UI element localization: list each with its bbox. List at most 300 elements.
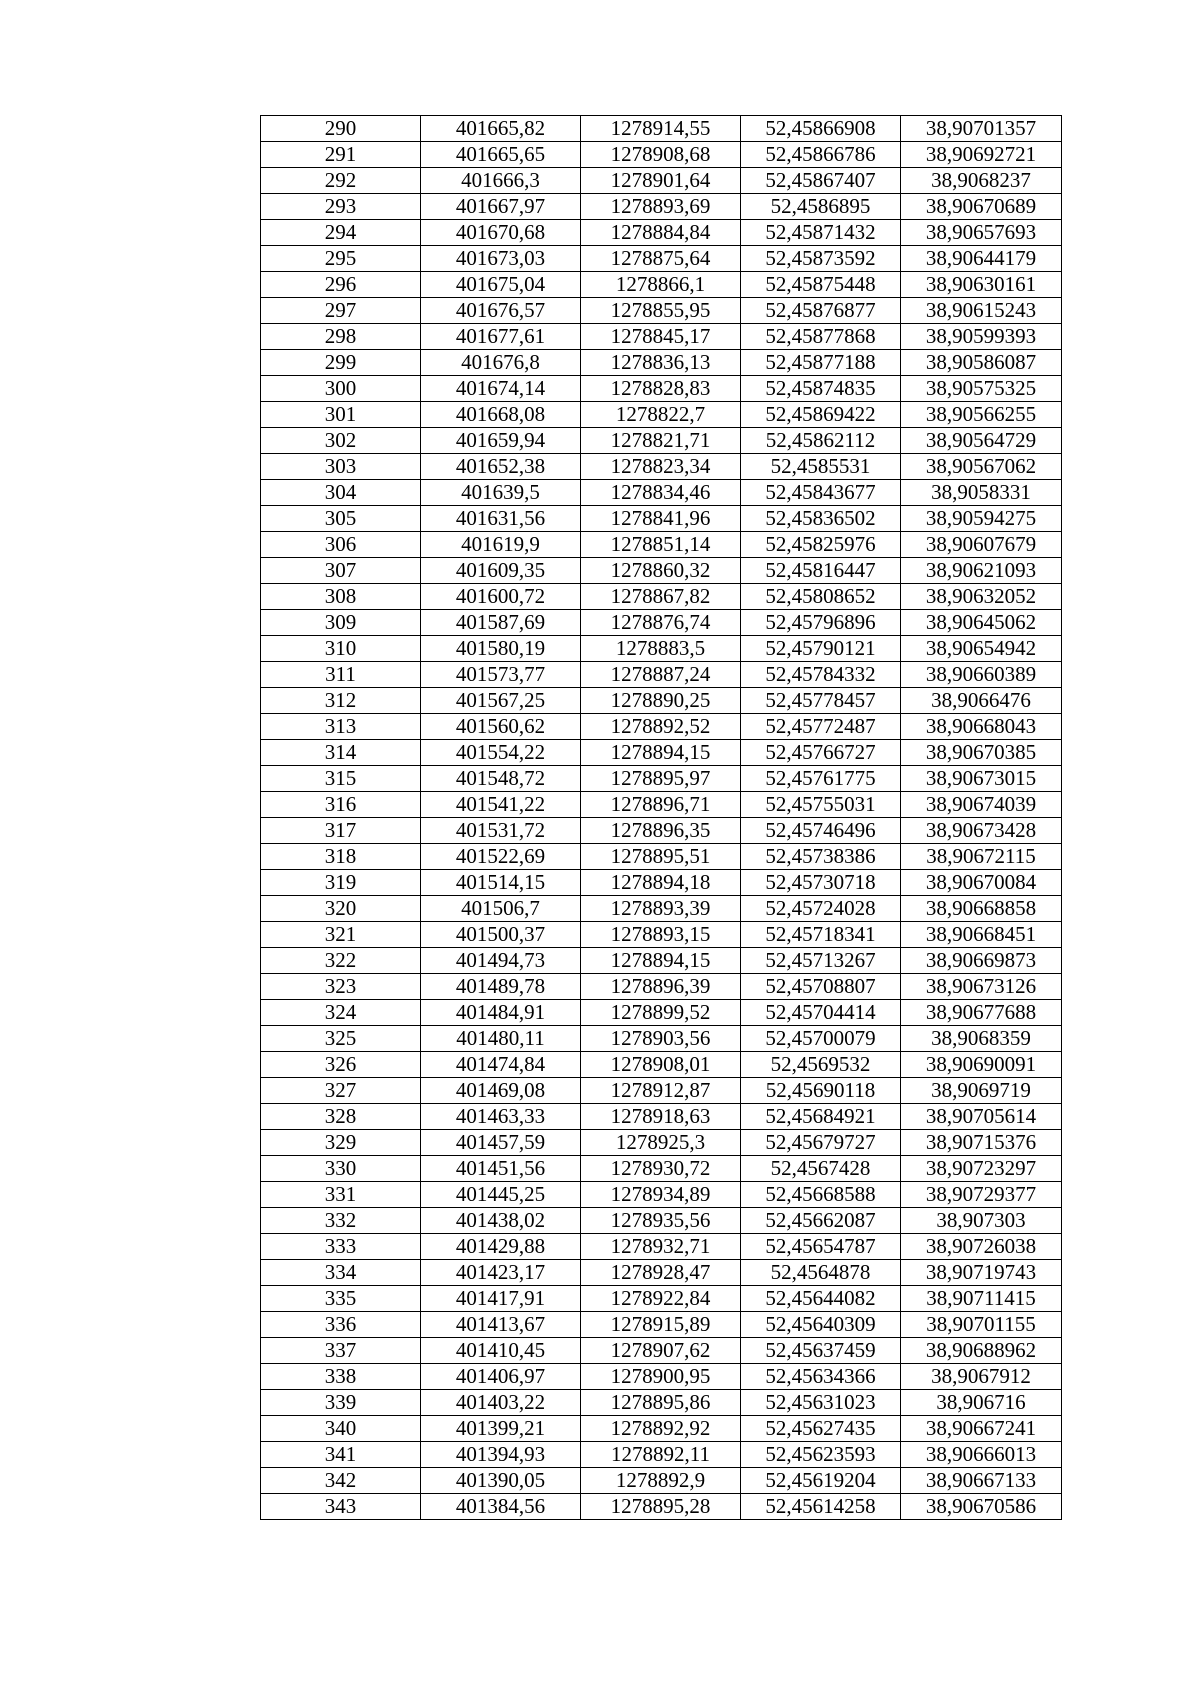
longitude-cell: 38,90688962: [901, 1338, 1062, 1364]
point-number-cell: 314: [261, 740, 421, 766]
latitude-cell: 52,45644082: [741, 1286, 901, 1312]
y-coordinate-cell: 1278884,84: [581, 220, 741, 246]
y-coordinate-cell: 1278892,9: [581, 1468, 741, 1494]
table-row: [261, 792, 1062, 818]
point-number-cell: 292: [261, 168, 421, 194]
longitude-cell: 38,90673015: [901, 766, 1062, 792]
table-row: [261, 1338, 1062, 1364]
longitude-cell: 38,90630161: [901, 272, 1062, 298]
point-number-cell: 324: [261, 1000, 421, 1026]
x-coordinate-cell: 401438,02: [421, 1208, 581, 1234]
latitude-cell: 52,45862112: [741, 428, 901, 454]
point-number-cell: 332: [261, 1208, 421, 1234]
x-coordinate-cell: 401413,67: [421, 1312, 581, 1338]
point-number-cell: 336: [261, 1312, 421, 1338]
latitude-cell: 52,45631023: [741, 1390, 901, 1416]
y-coordinate-cell: 1278914,55: [581, 116, 741, 142]
table-row: [261, 1208, 1062, 1234]
point-number-cell: 343: [261, 1494, 421, 1520]
latitude-cell: 52,45843677: [741, 480, 901, 506]
point-number-cell: 340: [261, 1416, 421, 1442]
latitude-cell: 52,45679727: [741, 1130, 901, 1156]
latitude-cell: 52,4585531: [741, 454, 901, 480]
table-row: [261, 1052, 1062, 1078]
longitude-cell: 38,90701155: [901, 1312, 1062, 1338]
table-row: [261, 1156, 1062, 1182]
longitude-cell: 38,90607679: [901, 532, 1062, 558]
longitude-cell: 38,9068359: [901, 1026, 1062, 1052]
longitude-cell: 38,90673126: [901, 974, 1062, 1000]
y-coordinate-cell: 1278841,96: [581, 506, 741, 532]
y-coordinate-cell: 1278845,17: [581, 324, 741, 350]
point-number-cell: 303: [261, 454, 421, 480]
point-number-cell: 326: [261, 1052, 421, 1078]
point-number-cell: 317: [261, 818, 421, 844]
longitude-cell: 38,90668043: [901, 714, 1062, 740]
y-coordinate-cell: 1278822,7: [581, 402, 741, 428]
table-row: [261, 350, 1062, 376]
table-row: [261, 948, 1062, 974]
y-coordinate-cell: 1278934,89: [581, 1182, 741, 1208]
table-row: [261, 480, 1062, 506]
y-coordinate-cell: 1278892,11: [581, 1442, 741, 1468]
x-coordinate-cell: 401500,37: [421, 922, 581, 948]
longitude-cell: 38,90719743: [901, 1260, 1062, 1286]
longitude-cell: 38,90668451: [901, 922, 1062, 948]
y-coordinate-cell: 1278896,39: [581, 974, 741, 1000]
latitude-cell: 52,45662087: [741, 1208, 901, 1234]
x-coordinate-cell: 401494,73: [421, 948, 581, 974]
longitude-cell: 38,90567062: [901, 454, 1062, 480]
x-coordinate-cell: 401451,56: [421, 1156, 581, 1182]
x-coordinate-cell: 401631,56: [421, 506, 581, 532]
point-number-cell: 310: [261, 636, 421, 662]
table-row: [261, 1286, 1062, 1312]
longitude-cell: 38,90726038: [901, 1234, 1062, 1260]
x-coordinate-cell: 401674,14: [421, 376, 581, 402]
table-row: [261, 532, 1062, 558]
y-coordinate-cell: 1278895,51: [581, 844, 741, 870]
latitude-cell: 52,45713267: [741, 948, 901, 974]
y-coordinate-cell: 1278896,71: [581, 792, 741, 818]
point-number-cell: 339: [261, 1390, 421, 1416]
point-number-cell: 306: [261, 532, 421, 558]
longitude-cell: 38,90657693: [901, 220, 1062, 246]
longitude-cell: 38,90564729: [901, 428, 1062, 454]
x-coordinate-cell: 401666,3: [421, 168, 581, 194]
y-coordinate-cell: 1278925,3: [581, 1130, 741, 1156]
latitude-cell: 52,45690118: [741, 1078, 901, 1104]
x-coordinate-cell: 401399,21: [421, 1416, 581, 1442]
x-coordinate-cell: 401639,5: [421, 480, 581, 506]
longitude-cell: 38,90644179: [901, 246, 1062, 272]
latitude-cell: 52,45877868: [741, 324, 901, 350]
table-row: [261, 1390, 1062, 1416]
x-coordinate-cell: 401659,94: [421, 428, 581, 454]
table-row: [261, 402, 1062, 428]
x-coordinate-cell: 401667,97: [421, 194, 581, 220]
y-coordinate-cell: 1278867,82: [581, 584, 741, 610]
longitude-cell: 38,907303: [901, 1208, 1062, 1234]
y-coordinate-cell: 1278836,13: [581, 350, 741, 376]
longitude-cell: 38,90621093: [901, 558, 1062, 584]
latitude-cell: 52,45668588: [741, 1182, 901, 1208]
x-coordinate-cell: 401474,84: [421, 1052, 581, 1078]
point-number-cell: 294: [261, 220, 421, 246]
longitude-cell: 38,90667241: [901, 1416, 1062, 1442]
y-coordinate-cell: 1278828,83: [581, 376, 741, 402]
point-number-cell: 301: [261, 402, 421, 428]
x-coordinate-cell: 401394,93: [421, 1442, 581, 1468]
x-coordinate-cell: 401403,22: [421, 1390, 581, 1416]
x-coordinate-cell: 401619,9: [421, 532, 581, 558]
x-coordinate-cell: 401429,88: [421, 1234, 581, 1260]
point-number-cell: 293: [261, 194, 421, 220]
table-row: [261, 194, 1062, 220]
table-row: [261, 1494, 1062, 1520]
x-coordinate-cell: 401417,91: [421, 1286, 581, 1312]
table-row: [261, 1182, 1062, 1208]
latitude-cell: 52,45755031: [741, 792, 901, 818]
y-coordinate-cell: 1278907,62: [581, 1338, 741, 1364]
point-number-cell: 312: [261, 688, 421, 714]
x-coordinate-cell: 401390,05: [421, 1468, 581, 1494]
x-coordinate-cell: 401673,03: [421, 246, 581, 272]
latitude-cell: 52,45871432: [741, 220, 901, 246]
x-coordinate-cell: 401676,8: [421, 350, 581, 376]
table-row: [261, 116, 1062, 142]
table-row: [261, 818, 1062, 844]
y-coordinate-cell: 1278894,15: [581, 948, 741, 974]
longitude-cell: 38,90705614: [901, 1104, 1062, 1130]
longitude-cell: 38,90669873: [901, 948, 1062, 974]
longitude-cell: 38,90586087: [901, 350, 1062, 376]
y-coordinate-cell: 1278875,64: [581, 246, 741, 272]
x-coordinate-cell: 401665,65: [421, 142, 581, 168]
latitude-cell: 52,4567428: [741, 1156, 901, 1182]
point-number-cell: 316: [261, 792, 421, 818]
latitude-cell: 52,45637459: [741, 1338, 901, 1364]
x-coordinate-cell: 401406,97: [421, 1364, 581, 1390]
longitude-cell: 38,90670084: [901, 870, 1062, 896]
table-row: [261, 168, 1062, 194]
table-row: [261, 1026, 1062, 1052]
longitude-cell: 38,9066476: [901, 688, 1062, 714]
latitude-cell: 52,45730718: [741, 870, 901, 896]
x-coordinate-cell: 401457,59: [421, 1130, 581, 1156]
y-coordinate-cell: 1278894,15: [581, 740, 741, 766]
point-number-cell: 335: [261, 1286, 421, 1312]
point-number-cell: 322: [261, 948, 421, 974]
y-coordinate-cell: 1278935,56: [581, 1208, 741, 1234]
table-row: [261, 428, 1062, 454]
x-coordinate-cell: 401514,15: [421, 870, 581, 896]
x-coordinate-cell: 401676,57: [421, 298, 581, 324]
point-number-cell: 305: [261, 506, 421, 532]
latitude-cell: 52,45867407: [741, 168, 901, 194]
y-coordinate-cell: 1278890,25: [581, 688, 741, 714]
latitude-cell: 52,45778457: [741, 688, 901, 714]
table-row: [261, 1104, 1062, 1130]
latitude-cell: 52,45766727: [741, 740, 901, 766]
table-row: [261, 766, 1062, 792]
point-number-cell: 304: [261, 480, 421, 506]
y-coordinate-cell: 1278901,64: [581, 168, 741, 194]
longitude-cell: 38,90594275: [901, 506, 1062, 532]
y-coordinate-cell: 1278896,35: [581, 818, 741, 844]
longitude-cell: 38,90677688: [901, 1000, 1062, 1026]
y-coordinate-cell: 1278912,87: [581, 1078, 741, 1104]
y-coordinate-cell: 1278851,14: [581, 532, 741, 558]
table-row: [261, 220, 1062, 246]
table-row: [261, 1000, 1062, 1026]
latitude-cell: 52,45873592: [741, 246, 901, 272]
x-coordinate-cell: 401670,68: [421, 220, 581, 246]
table-row: [261, 1312, 1062, 1338]
latitude-cell: 52,45746496: [741, 818, 901, 844]
x-coordinate-cell: 401668,08: [421, 402, 581, 428]
latitude-cell: 52,45825976: [741, 532, 901, 558]
y-coordinate-cell: 1278908,68: [581, 142, 741, 168]
table-row: [261, 1130, 1062, 1156]
x-coordinate-cell: 401522,69: [421, 844, 581, 870]
latitude-cell: 52,45808652: [741, 584, 901, 610]
latitude-cell: 52,45816447: [741, 558, 901, 584]
longitude-cell: 38,9068237: [901, 168, 1062, 194]
point-number-cell: 298: [261, 324, 421, 350]
latitude-cell: 52,45627435: [741, 1416, 901, 1442]
latitude-cell: 52,45640309: [741, 1312, 901, 1338]
table-row: [261, 376, 1062, 402]
x-coordinate-cell: 401384,56: [421, 1494, 581, 1520]
longitude-cell: 38,90690091: [901, 1052, 1062, 1078]
point-number-cell: 309: [261, 610, 421, 636]
point-number-cell: 338: [261, 1364, 421, 1390]
longitude-cell: 38,90666013: [901, 1442, 1062, 1468]
point-number-cell: 300: [261, 376, 421, 402]
longitude-cell: 38,90723297: [901, 1156, 1062, 1182]
latitude-cell: 52,45634366: [741, 1364, 901, 1390]
latitude-cell: 52,45761775: [741, 766, 901, 792]
x-coordinate-cell: 401587,69: [421, 610, 581, 636]
latitude-cell: 52,45866908: [741, 116, 901, 142]
y-coordinate-cell: 1278908,01: [581, 1052, 741, 1078]
longitude-cell: 38,9067912: [901, 1364, 1062, 1390]
x-coordinate-cell: 401506,7: [421, 896, 581, 922]
point-number-cell: 341: [261, 1442, 421, 1468]
point-number-cell: 315: [261, 766, 421, 792]
latitude-cell: 52,45738386: [741, 844, 901, 870]
point-number-cell: 327: [261, 1078, 421, 1104]
longitude-cell: 38,90615243: [901, 298, 1062, 324]
y-coordinate-cell: 1278893,69: [581, 194, 741, 220]
point-number-cell: 297: [261, 298, 421, 324]
latitude-cell: 52,45876877: [741, 298, 901, 324]
table-row: [261, 688, 1062, 714]
x-coordinate-cell: 401541,22: [421, 792, 581, 818]
x-coordinate-cell: 401480,11: [421, 1026, 581, 1052]
latitude-cell: 52,45684921: [741, 1104, 901, 1130]
table-row: [261, 714, 1062, 740]
y-coordinate-cell: 1278892,52: [581, 714, 741, 740]
x-coordinate-cell: 401573,77: [421, 662, 581, 688]
longitude-cell: 38,9069719: [901, 1078, 1062, 1104]
table-row: [261, 1364, 1062, 1390]
latitude-cell: 52,4569532: [741, 1052, 901, 1078]
x-coordinate-cell: 401548,72: [421, 766, 581, 792]
y-coordinate-cell: 1278887,24: [581, 662, 741, 688]
latitude-cell: 52,45614258: [741, 1494, 901, 1520]
longitude-cell: 38,90711415: [901, 1286, 1062, 1312]
table-row: [261, 1260, 1062, 1286]
longitude-cell: 38,90645062: [901, 610, 1062, 636]
table-row: [261, 740, 1062, 766]
table-row: [261, 1078, 1062, 1104]
latitude-cell: 52,45796896: [741, 610, 901, 636]
table-row: [261, 1234, 1062, 1260]
table-row: [261, 870, 1062, 896]
y-coordinate-cell: 1278876,74: [581, 610, 741, 636]
latitude-cell: 52,45836502: [741, 506, 901, 532]
table-row: [261, 844, 1062, 870]
point-number-cell: 295: [261, 246, 421, 272]
table-row: [261, 142, 1062, 168]
y-coordinate-cell: 1278834,46: [581, 480, 741, 506]
point-number-cell: 330: [261, 1156, 421, 1182]
latitude-cell: 52,45654787: [741, 1234, 901, 1260]
x-coordinate-cell: 401560,62: [421, 714, 581, 740]
point-number-cell: 321: [261, 922, 421, 948]
table-row: [261, 246, 1062, 272]
latitude-cell: 52,4564878: [741, 1260, 901, 1286]
x-coordinate-cell: 401445,25: [421, 1182, 581, 1208]
y-coordinate-cell: 1278894,18: [581, 870, 741, 896]
latitude-cell: 52,45866786: [741, 142, 901, 168]
longitude-cell: 38,90672115: [901, 844, 1062, 870]
x-coordinate-cell: 401600,72: [421, 584, 581, 610]
longitude-cell: 38,90729377: [901, 1182, 1062, 1208]
longitude-cell: 38,90701357: [901, 116, 1062, 142]
latitude-cell: 52,45700079: [741, 1026, 901, 1052]
table-row: [261, 636, 1062, 662]
point-number-cell: 328: [261, 1104, 421, 1130]
longitude-cell: 38,90575325: [901, 376, 1062, 402]
latitude-cell: 52,45784332: [741, 662, 901, 688]
latitude-cell: 52,45619204: [741, 1468, 901, 1494]
x-coordinate-cell: 401489,78: [421, 974, 581, 1000]
latitude-cell: 52,45718341: [741, 922, 901, 948]
y-coordinate-cell: 1278855,95: [581, 298, 741, 324]
table-row: [261, 298, 1062, 324]
y-coordinate-cell: 1278930,72: [581, 1156, 741, 1182]
table-row: [261, 272, 1062, 298]
y-coordinate-cell: 1278918,63: [581, 1104, 741, 1130]
y-coordinate-cell: 1278903,56: [581, 1026, 741, 1052]
y-coordinate-cell: 1278900,95: [581, 1364, 741, 1390]
table-row: [261, 1442, 1062, 1468]
y-coordinate-cell: 1278928,47: [581, 1260, 741, 1286]
table-row: [261, 584, 1062, 610]
table-row: [261, 454, 1062, 480]
latitude-cell: 52,45704414: [741, 1000, 901, 1026]
point-number-cell: 323: [261, 974, 421, 1000]
longitude-cell: 38,90670385: [901, 740, 1062, 766]
latitude-cell: 52,45877188: [741, 350, 901, 376]
x-coordinate-cell: 401665,82: [421, 116, 581, 142]
point-number-cell: 299: [261, 350, 421, 376]
latitude-cell: 52,45724028: [741, 896, 901, 922]
point-number-cell: 302: [261, 428, 421, 454]
y-coordinate-cell: 1278866,1: [581, 272, 741, 298]
longitude-cell: 38,90632052: [901, 584, 1062, 610]
longitude-cell: 38,90674039: [901, 792, 1062, 818]
x-coordinate-cell: 401410,45: [421, 1338, 581, 1364]
x-coordinate-cell: 401567,25: [421, 688, 581, 714]
latitude-cell: 52,45875448: [741, 272, 901, 298]
y-coordinate-cell: 1278922,84: [581, 1286, 741, 1312]
table-row: [261, 974, 1062, 1000]
y-coordinate-cell: 1278860,32: [581, 558, 741, 584]
longitude-cell: 38,90667133: [901, 1468, 1062, 1494]
point-number-cell: 331: [261, 1182, 421, 1208]
y-coordinate-cell: 1278895,86: [581, 1390, 741, 1416]
y-coordinate-cell: 1278883,5: [581, 636, 741, 662]
table-row: [261, 506, 1062, 532]
latitude-cell: 52,45772487: [741, 714, 901, 740]
point-number-cell: 318: [261, 844, 421, 870]
latitude-cell: 52,45790121: [741, 636, 901, 662]
longitude-cell: 38,90673428: [901, 818, 1062, 844]
longitude-cell: 38,906716: [901, 1390, 1062, 1416]
x-coordinate-cell: 401652,38: [421, 454, 581, 480]
table-row: [261, 1416, 1062, 1442]
point-number-cell: 333: [261, 1234, 421, 1260]
latitude-cell: 52,45708807: [741, 974, 901, 1000]
point-number-cell: 311: [261, 662, 421, 688]
point-number-cell: 296: [261, 272, 421, 298]
longitude-cell: 38,90660389: [901, 662, 1062, 688]
point-number-cell: 320: [261, 896, 421, 922]
longitude-cell: 38,90654942: [901, 636, 1062, 662]
x-coordinate-cell: 401531,72: [421, 818, 581, 844]
table-row: [261, 324, 1062, 350]
y-coordinate-cell: 1278892,92: [581, 1416, 741, 1442]
x-coordinate-cell: 401675,04: [421, 272, 581, 298]
x-coordinate-cell: 401609,35: [421, 558, 581, 584]
latitude-cell: 52,45623593: [741, 1442, 901, 1468]
longitude-cell: 38,90670689: [901, 194, 1062, 220]
y-coordinate-cell: 1278823,34: [581, 454, 741, 480]
y-coordinate-cell: 1278915,89: [581, 1312, 741, 1338]
point-number-cell: 334: [261, 1260, 421, 1286]
point-number-cell: 313: [261, 714, 421, 740]
table-row: [261, 558, 1062, 584]
longitude-cell: 38,90670586: [901, 1494, 1062, 1520]
point-number-cell: 307: [261, 558, 421, 584]
table-row: [261, 896, 1062, 922]
longitude-cell: 38,9058331: [901, 480, 1062, 506]
y-coordinate-cell: 1278893,39: [581, 896, 741, 922]
latitude-cell: 52,4586895: [741, 194, 901, 220]
coordinates-table: [260, 115, 1062, 1520]
point-number-cell: 290: [261, 116, 421, 142]
longitude-cell: 38,90566255: [901, 402, 1062, 428]
x-coordinate-cell: 401554,22: [421, 740, 581, 766]
x-coordinate-cell: 401484,91: [421, 1000, 581, 1026]
table-row: [261, 610, 1062, 636]
y-coordinate-cell: 1278895,97: [581, 766, 741, 792]
x-coordinate-cell: 401580,19: [421, 636, 581, 662]
